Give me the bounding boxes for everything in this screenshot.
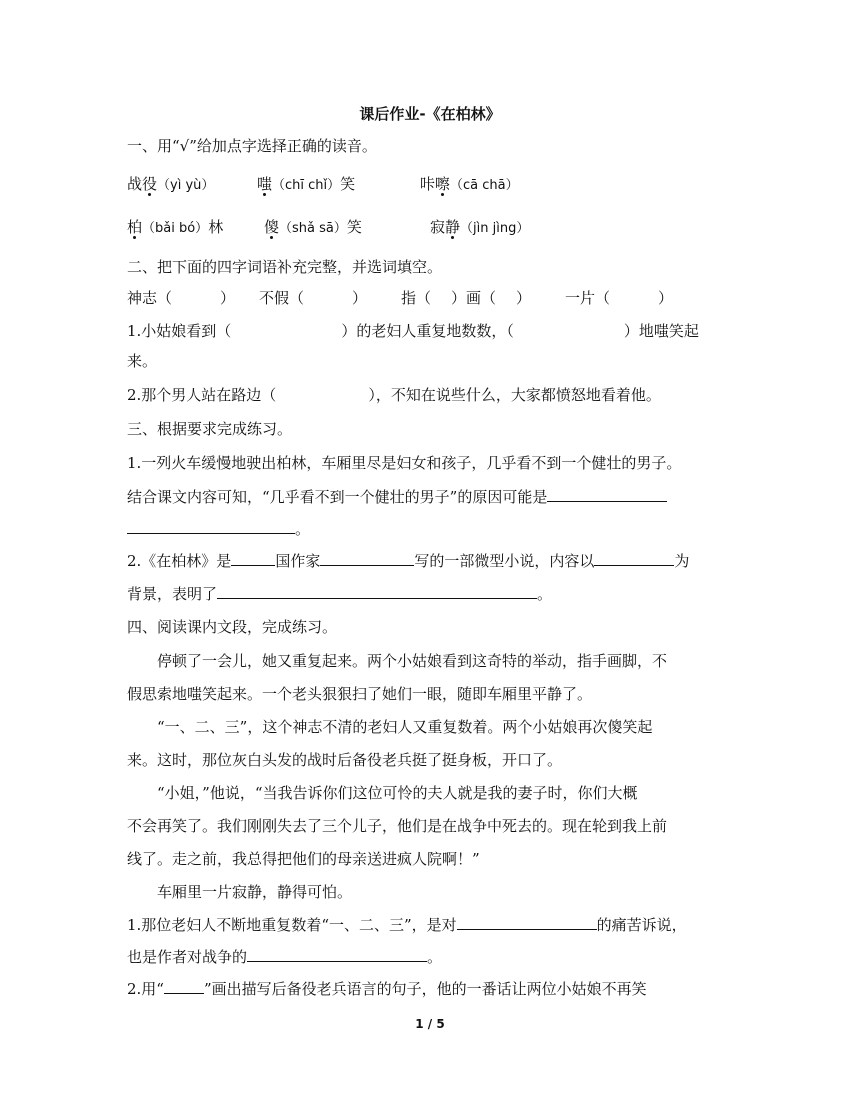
s2-question-2 — [127, 384, 735, 406]
passage-paragraph-4: 车厢里一片寂静，静得可怕。 — [157, 883, 353, 901]
dotted-char: 嚓 — [435, 175, 451, 193]
section-4-heading: 四、阅读课内文段，完成练习。 — [127, 618, 338, 636]
pinyin-options: （jìn jìng） — [460, 221, 530, 236]
idiom-item — [565, 287, 673, 309]
passage-paragraph-1-line-1: 停顿了一会儿，她又重复起来。两个小姑娘看到这奇特的举动，指手画脚，不 — [157, 652, 668, 670]
answer-blank[interactable] — [231, 549, 275, 566]
question-text: ）的老妇人重复地数数，（ — [341, 322, 514, 340]
answer-blank[interactable] — [457, 913, 597, 930]
question-text: ”画出描写后备役老兵语言的句子，他的一番话让两位小姑娘不再笑 — [203, 980, 647, 998]
question-text: 1.那位老妇人不断地重复数着“一、二、三”，是对 — [127, 916, 457, 934]
question-text: 。 — [427, 948, 443, 966]
answer-blank[interactable] — [217, 582, 537, 599]
underline-sample — [164, 977, 204, 994]
s2-question-1-line-1 — [127, 320, 735, 342]
question-text: 为 — [674, 552, 690, 570]
idiom-part: 一片（ — [565, 289, 611, 307]
idiom-item — [401, 287, 565, 309]
idiom-item — [127, 287, 259, 309]
item-char: 战 — [127, 175, 143, 193]
answer-blank[interactable] — [594, 549, 674, 566]
question-text: 2.《在柏林》是 — [127, 552, 232, 570]
answer-blank[interactable] — [127, 517, 295, 534]
idiom-part: ）画（ — [451, 289, 497, 307]
question-text: 结合课文内容可知，“几乎看不到一个健壮的男子”的原因可能是 — [127, 488, 548, 506]
item-char: 咔 — [420, 175, 436, 193]
pinyin-options: （bǎi bó） — [142, 221, 209, 236]
question-text: ），不知在说些什么，大家都愤怒地看着他。 — [368, 386, 661, 404]
pinyin-options: （chī chǐ） — [272, 178, 341, 193]
question-text: 写的一部微型小说，内容以 — [414, 552, 595, 570]
idiom-part: ） — [516, 289, 532, 307]
item-char: 笑 — [346, 218, 362, 236]
s4-question-1-line-2 — [127, 945, 735, 968]
idiom-row — [127, 287, 735, 309]
passage-paragraph-3-line-2: 不会再笑了。我们刚刚失去了三个儿子，他们是在战争中死去的。现在轮到我上前 — [127, 817, 668, 835]
pinyin-row-2 — [127, 216, 735, 240]
idiom-part: ） — [658, 289, 674, 307]
page-title: 课后作业-《在柏林》 — [359, 105, 501, 123]
s4-question-1-line-1 — [127, 913, 735, 936]
s3-question-1-line-1: 1.一列火车缓慢地驶出柏林，车厢里尽是妇女和孩子，几乎看不到一个健壮的男子。 — [127, 454, 682, 472]
item-char: 笑 — [340, 175, 356, 193]
idiom-part: ） — [220, 289, 236, 307]
idiom-item — [259, 287, 401, 309]
pinyin-item — [414, 216, 529, 240]
answer-blank[interactable] — [320, 549, 414, 566]
answer-blank[interactable] — [247, 945, 427, 962]
answer-blank[interactable] — [547, 485, 667, 502]
page-number: 1 / 5 — [415, 1017, 445, 1031]
pinyin-item — [127, 216, 252, 240]
item-char: 林 — [208, 218, 224, 236]
pinyin-options: （cā chā） — [450, 178, 519, 193]
pinyin-options: （shǎ sā） — [279, 221, 347, 236]
s3-question-1-line-3 — [127, 517, 735, 540]
passage-paragraph-1-line-2: 假思索地嗤笑起来。一个老头狠狠扫了她们一眼，随即车厢里平静了。 — [127, 685, 593, 703]
question-text: ）地嗤笑起 — [623, 322, 699, 340]
question-text: 背景，表明了 — [127, 585, 218, 603]
section-2-heading: 二、把下面的四字词语补充完整，并选词填空。 — [127, 258, 443, 276]
idiom-part: 不假（ — [259, 289, 305, 307]
question-text: 。 — [537, 585, 553, 603]
question-text: 1.小姑娘看到（ — [127, 322, 232, 340]
idiom-part: ） — [352, 289, 368, 307]
dotted-char: 柏 — [127, 218, 143, 236]
idiom-part: 指（ — [401, 289, 432, 307]
pinyin-item — [127, 173, 237, 197]
dotted-char: 静 — [445, 218, 461, 236]
s2-question-1-line-2: 来。 — [127, 352, 158, 370]
question-text: 国作家 — [275, 552, 321, 570]
passage-paragraph-3-line-3: 线了。走之前，我总得把他们的母亲送进疯人院啊！” — [127, 850, 480, 868]
pinyin-row-1 — [127, 173, 735, 197]
dotted-char: 嗤 — [257, 175, 273, 193]
s3-question-1-line-2 — [127, 485, 735, 508]
dotted-char: 役 — [142, 175, 158, 193]
section-1-heading: 一、用“√”给加点字选择正确的读音。 — [127, 137, 377, 155]
passage-paragraph-2-line-1: “一、二、三”，这个神志不清的老妇人又重复数着。两个小姑娘再次傻笑起 — [157, 718, 653, 736]
question-text: 也是作者对战争的 — [127, 948, 248, 966]
item-char: 寂 — [430, 218, 446, 236]
section-3-heading: 三、根据要求完成练习。 — [127, 420, 293, 438]
pinyin-item — [237, 173, 412, 197]
question-text: 2.那个男人站在路边（ — [127, 386, 277, 404]
s3-question-2-line-1 — [127, 549, 735, 572]
pinyin-options: （yì yù） — [157, 178, 215, 193]
s4-question-2-line-1 — [127, 977, 735, 1000]
question-text: 。 — [295, 520, 311, 538]
passage-paragraph-2-line-2: 来。这时，那位灰白头发的战时后备役老兵挺了挺身板，开口了。 — [127, 751, 563, 769]
passage-paragraph-3-line-1: “小姐，”他说，“当我告诉你们这位可怜的夫人就是我的妻子时，你们大概 — [157, 784, 638, 802]
s3-question-2-line-2 — [127, 582, 735, 605]
pinyin-item — [412, 173, 519, 197]
idiom-part: 神志（ — [127, 289, 173, 307]
dotted-char: 傻 — [264, 218, 280, 236]
question-text: 2.用“ — [127, 980, 164, 998]
pinyin-item — [252, 216, 414, 240]
question-text: 的痛苦诉说， — [596, 916, 687, 934]
